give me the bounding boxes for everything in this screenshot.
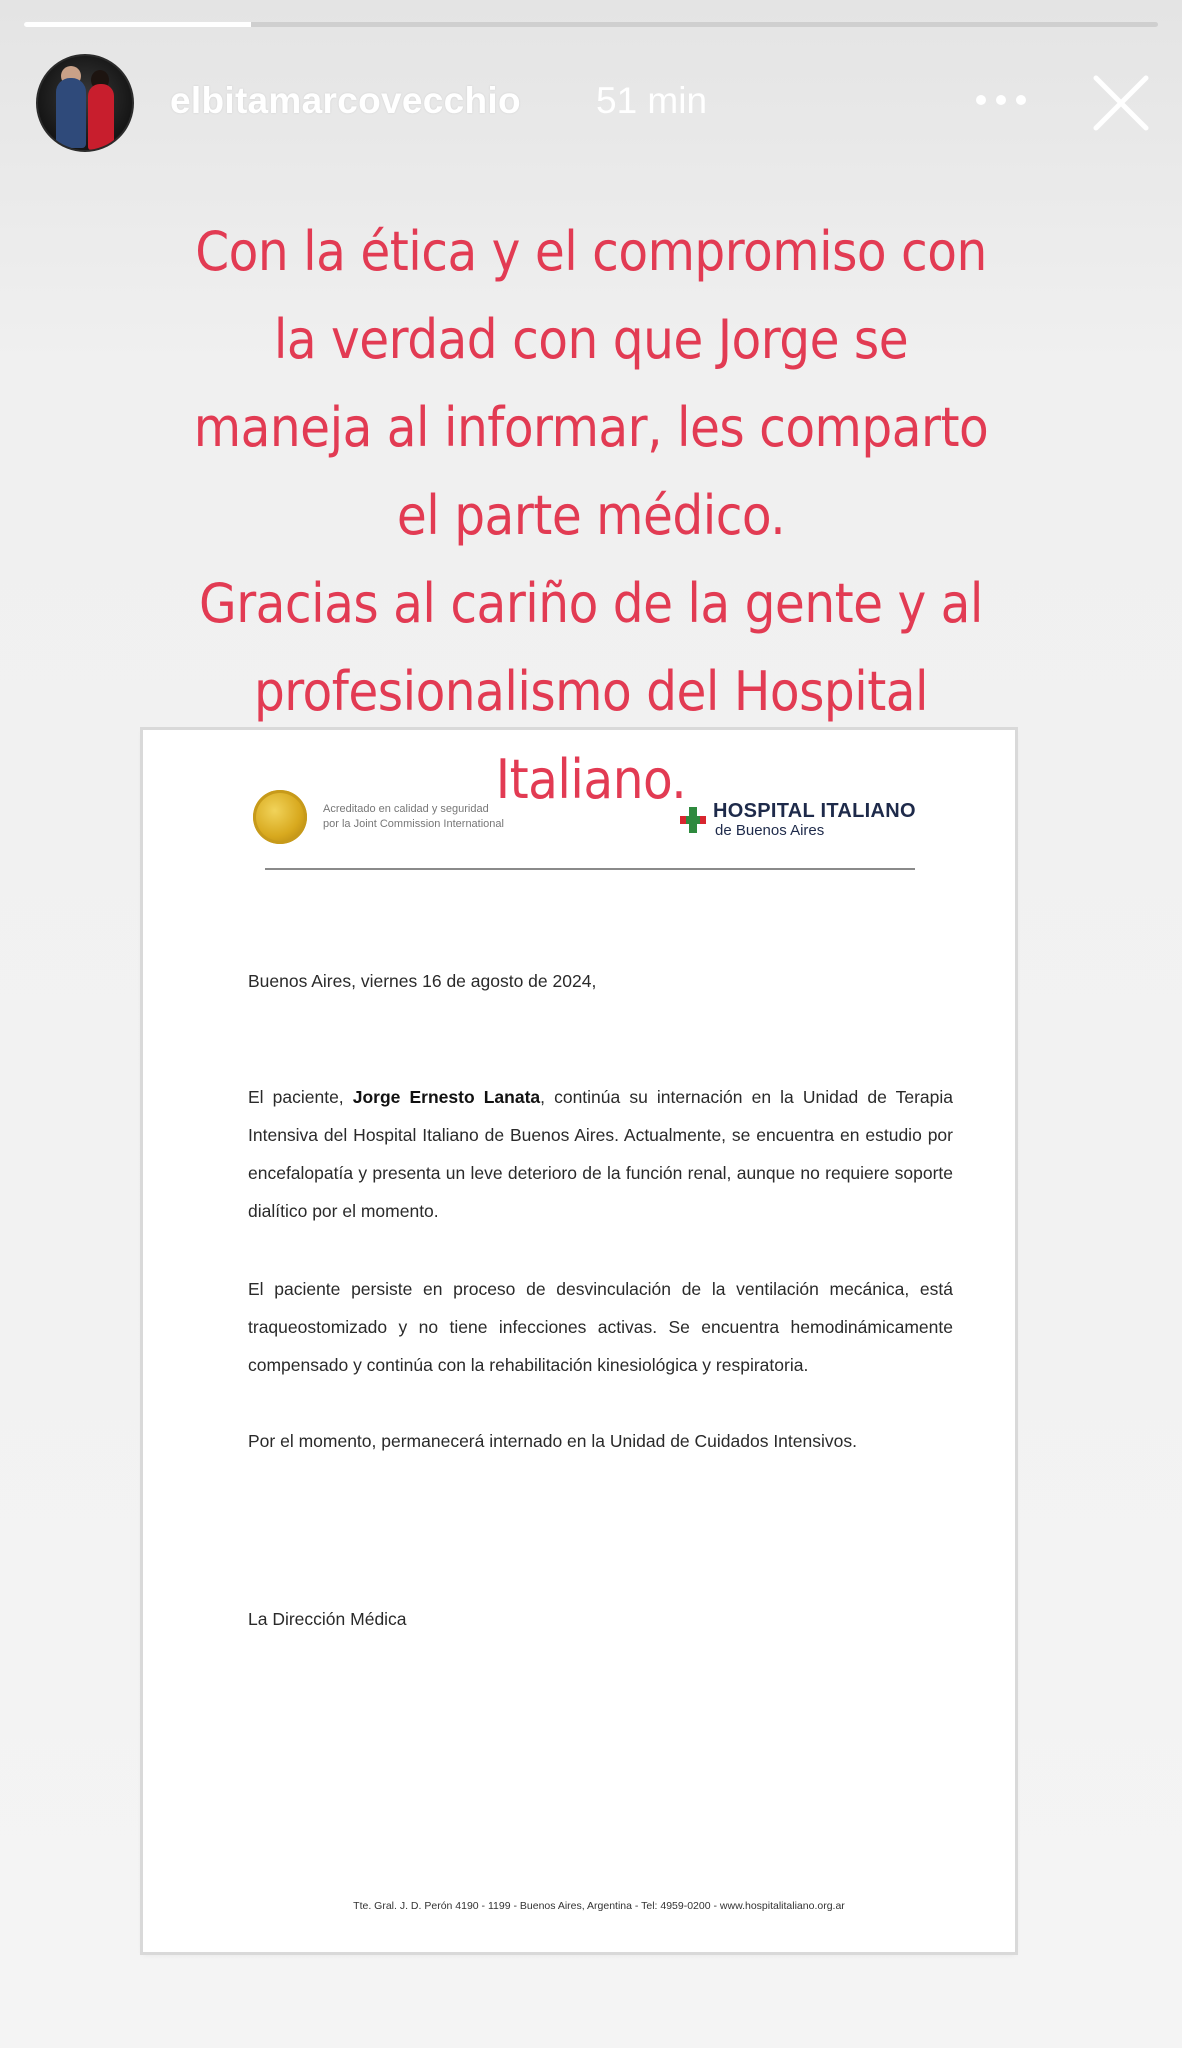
hospital-name: HOSPITAL ITALIANO [713, 800, 916, 822]
story-progress-bar [24, 22, 1158, 27]
avatar[interactable] [36, 54, 134, 152]
date-line: Buenos Aires, viernes 16 de agosto de 2024, [248, 971, 597, 991]
header-divider [265, 868, 915, 870]
username[interactable]: elbitamarcovecchio [170, 80, 521, 121]
post-time: 51 min [596, 80, 708, 121]
story-progress-fill [24, 22, 251, 27]
patient-name: Jorge Ernesto Lanata [352, 1087, 541, 1107]
story-caption: Con la ética y el compromiso con la verdad con que Jorge se maneja al informar, les comparto el parte médico. Gracias al cariño de la gente y al profesionalismo del Hospital Italiano. [193, 220, 989, 811]
paragraph-3: Por el momento, permanecerá internado en la Unidad de Cuidados Intensivos. [248, 1431, 857, 1451]
document-footer: Tte. Gral. J. D. Perón 4190 - 1199 - Buenos Aires, Argentina - Tel: 4959-0200 - www.hospitalitaliano.org.ar [353, 1900, 845, 1912]
signature: La Dirección Médica [248, 1609, 407, 1629]
more-dots-icon[interactable] [976, 93, 1026, 107]
paragraph-2: El paciente persiste en proceso de desvinculación de la ventilación mecánica, está traqueostomizado y no tiene infecciones activas. Se encuentra hemodinámicamente compensado y continúa con la rehabilitación kinesiológica y respiratoria. [248, 1279, 953, 1375]
paragraph-1: El paciente, Jorge Ernesto Lanata, continúa su internación en la Unidad de Terapia Intensiva del Hospital Italiano de Buenos Aires. Actualmente, se encuentra en estudio por encefalopatía y presenta un leve deterioro de la función renal, aunque no requiere soporte dialítico por el momento. [248, 1087, 953, 1221]
close-icon[interactable] [1090, 72, 1152, 134]
medical-report-document [143, 730, 1015, 1952]
accreditation-text: Acreditado en calidad y seguridad por la Joint Commission International [323, 803, 504, 830]
hospital-subtitle: de Buenos Aires [715, 822, 825, 839]
